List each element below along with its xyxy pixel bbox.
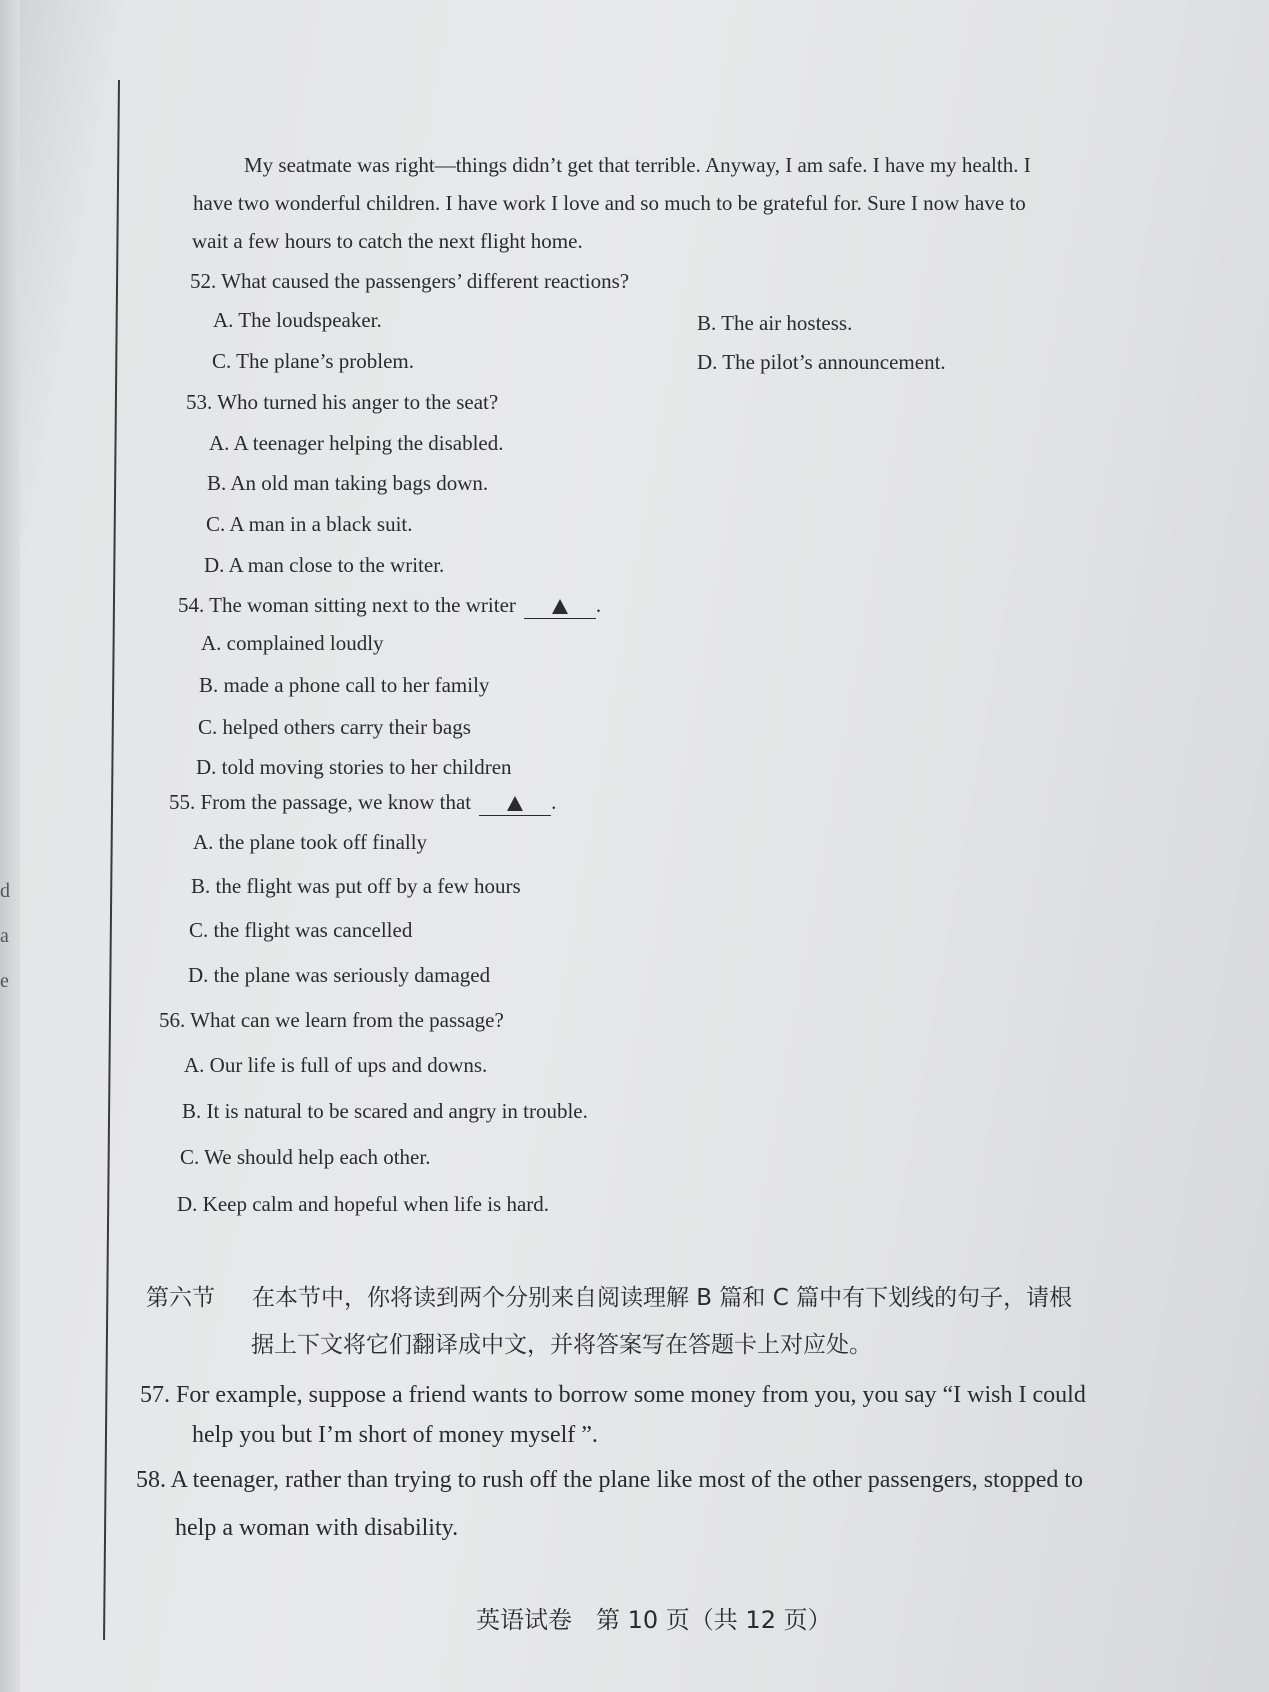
- q52-option-c: C. The plane’s problem.: [212, 349, 414, 373]
- passage-line: My seatmate was right—things didn’t get that terrible. Anyway, I am safe. I have my health. I: [244, 153, 1031, 177]
- section-6-instructions-line2: 据上下文将它们翻译成中文，并将答案写在答题卡上对应处。: [251, 1332, 872, 1358]
- q55-option-a: A. the plane took off finally: [193, 830, 428, 854]
- q55-option-c: C. the flight was cancelled: [189, 918, 413, 942]
- q52-option-b: B. The air hostess.: [697, 311, 853, 335]
- edge-letter: a: [0, 925, 9, 947]
- triangle-icon: [552, 599, 568, 614]
- translation-58-line2: help a woman with disability.: [175, 1515, 459, 1541]
- q53-option-a: A. A teenager helping the disabled.: [209, 431, 504, 455]
- q52-option-a: A. The loudspeaker.: [213, 308, 382, 332]
- q54-option-a: A. complained loudly: [201, 631, 384, 655]
- answer-blank: [479, 794, 551, 816]
- q55-option-d: D. the plane was seriously damaged: [188, 963, 491, 987]
- section-6-heading: 第六节: [146, 1285, 215, 1311]
- q54-option-b: B. made a phone call to her family: [199, 673, 490, 697]
- question-56-stem: 56. What can we learn from the passage?: [159, 1008, 504, 1032]
- question-53-stem: 53. Who turned his anger to the seat?: [186, 390, 499, 414]
- q53-option-b: B. An old man taking bags down.: [207, 471, 489, 495]
- translation-58-line1: 58. A teenager, rather than trying to rush off the plane like most of the other passengers, stopped to: [136, 1467, 1084, 1493]
- question-52-stem: 52. What caused the passengers’ different reactions?: [190, 269, 630, 293]
- q55-option-b: B. the flight was put off by a few hours: [191, 874, 521, 898]
- question-54-stem: 54. The woman sitting next to the writer: [178, 593, 516, 617]
- question-54: 54. The woman sitting next to the writer .: [178, 593, 602, 617]
- translation-57-line2: help you but I’m short of money myself ”.: [192, 1422, 598, 1448]
- q56-option-a: A. Our life is full of ups and downs.: [184, 1053, 488, 1077]
- q52-option-d: D. The pilot’s announcement.: [697, 350, 946, 374]
- q53-option-d: D. A man close to the writer.: [204, 553, 445, 577]
- edge-letter: e: [0, 970, 9, 992]
- edge-letter: d: [0, 880, 10, 902]
- q54-option-c: C. helped others carry their bags: [198, 715, 471, 739]
- triangle-icon: [507, 796, 523, 811]
- translation-57-line1: 57. For example, suppose a friend wants to borrow some money from you, you say “I wish I could: [140, 1382, 1086, 1408]
- q54-option-d: D. told moving stories to her children: [196, 755, 512, 779]
- passage-line: wait a few hours to catch the next flight home.: [192, 229, 583, 253]
- q56-option-b: B. It is natural to be scared and angry in trouble.: [182, 1099, 588, 1123]
- answer-blank: [524, 597, 596, 619]
- q53-option-c: C. A man in a black suit.: [206, 512, 413, 536]
- passage-line: have two wonderful children. I have work I love and so much to be grateful for. Sure I now have to: [193, 191, 1026, 215]
- q56-option-c: C. We should help each other.: [180, 1145, 431, 1169]
- q56-option-d: D. Keep calm and hopeful when life is hard.: [177, 1192, 550, 1216]
- question-55: 55. From the passage, we know that .: [169, 790, 557, 814]
- section-6-instructions-line1: 在本节中，你将读到两个分别来自阅读理解 B 篇和 C 篇中有下划线的句子，请根: [252, 1285, 1073, 1311]
- page-footer: 英语试卷 第 10 页（共 12 页）: [476, 1606, 832, 1634]
- question-55-stem: 55. From the passage, we know that: [169, 790, 472, 814]
